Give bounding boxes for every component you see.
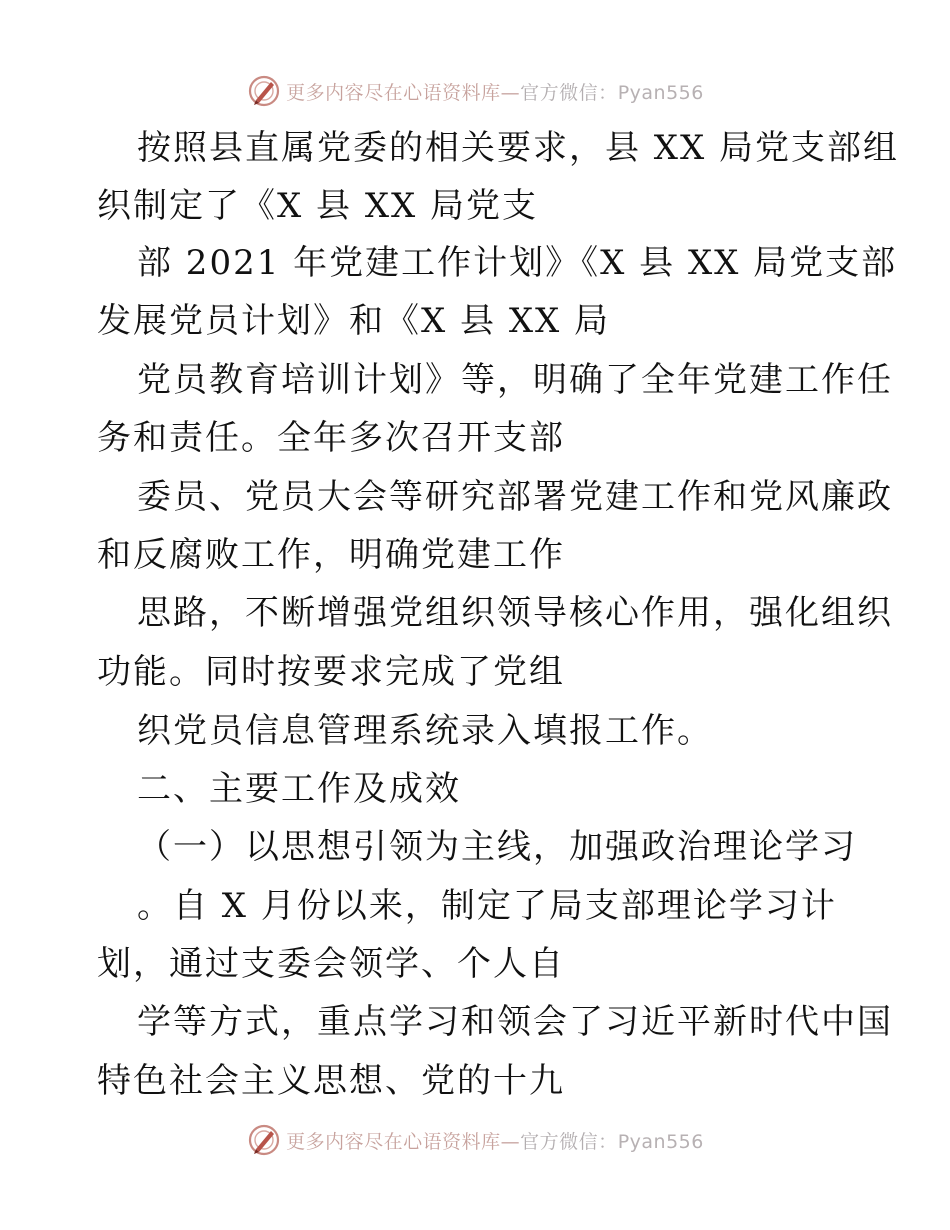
watermark-separator: —: [500, 81, 521, 104]
watermark-separator: —: [500, 1130, 521, 1153]
paragraph-line: 部 2021 年党建工作计划》《X 县 XX 局党支部: [137, 243, 898, 283]
paragraph-line: 思路，不断增强党组织领导核心作用，强化组织: [137, 593, 893, 633]
paragraph-line: 按照县直属党委的相关要求，县 XX 局党支部组: [137, 128, 900, 168]
pen-logo-icon: [246, 1122, 282, 1158]
paragraph-line: 和反腐败工作，明确党建工作: [97, 535, 565, 575]
watermark-wechat-id: Pyan556: [617, 1130, 704, 1153]
watermark-brand-text: 更多内容尽在心语资料库: [286, 1130, 501, 1153]
footer-watermark: [0, 1120, 950, 1160]
paragraph-line: 特色社会主义思想、党的十九: [97, 1061, 565, 1101]
watermark-wechat-id: Pyan556: [617, 81, 704, 104]
paragraph-line: 功能。同时按要求完成了党组: [97, 652, 565, 692]
paragraph-line: 。自 X 月份以来，制定了局支部理论学习计: [137, 886, 837, 926]
watermark-label: 官方微信：: [520, 1130, 618, 1153]
watermark-label: 官方微信：: [520, 81, 618, 104]
paragraph-line: 委员、党员大会等研究部署党建工作和党风廉政: [137, 477, 893, 517]
paragraph-line: 织制定了《X 县 XX 局党支: [97, 186, 539, 226]
paragraph-line: 织党员信息管理系统录入填报工作。: [137, 711, 713, 751]
paragraph-line: 党员教育培训计划》等，明确了全年党建工作任: [137, 360, 893, 400]
paragraph-line: 务和责任。全年多次召开支部: [97, 418, 565, 458]
watermark-brand-text: 更多内容尽在心语资料库: [286, 81, 501, 104]
paragraph-line: 划，通过支委会领学、个人自: [97, 944, 565, 984]
paragraph-line: 学等方式，重点学习和领会了习近平新时代中国: [137, 1002, 893, 1042]
section-heading: 二、主要工作及成效: [137, 769, 461, 809]
subsection-heading: （一）以思想引领为主线，加强政治理论学习: [137, 827, 857, 867]
paragraph-line: 发展党员计划》和《X 县 XX 局: [97, 301, 611, 341]
